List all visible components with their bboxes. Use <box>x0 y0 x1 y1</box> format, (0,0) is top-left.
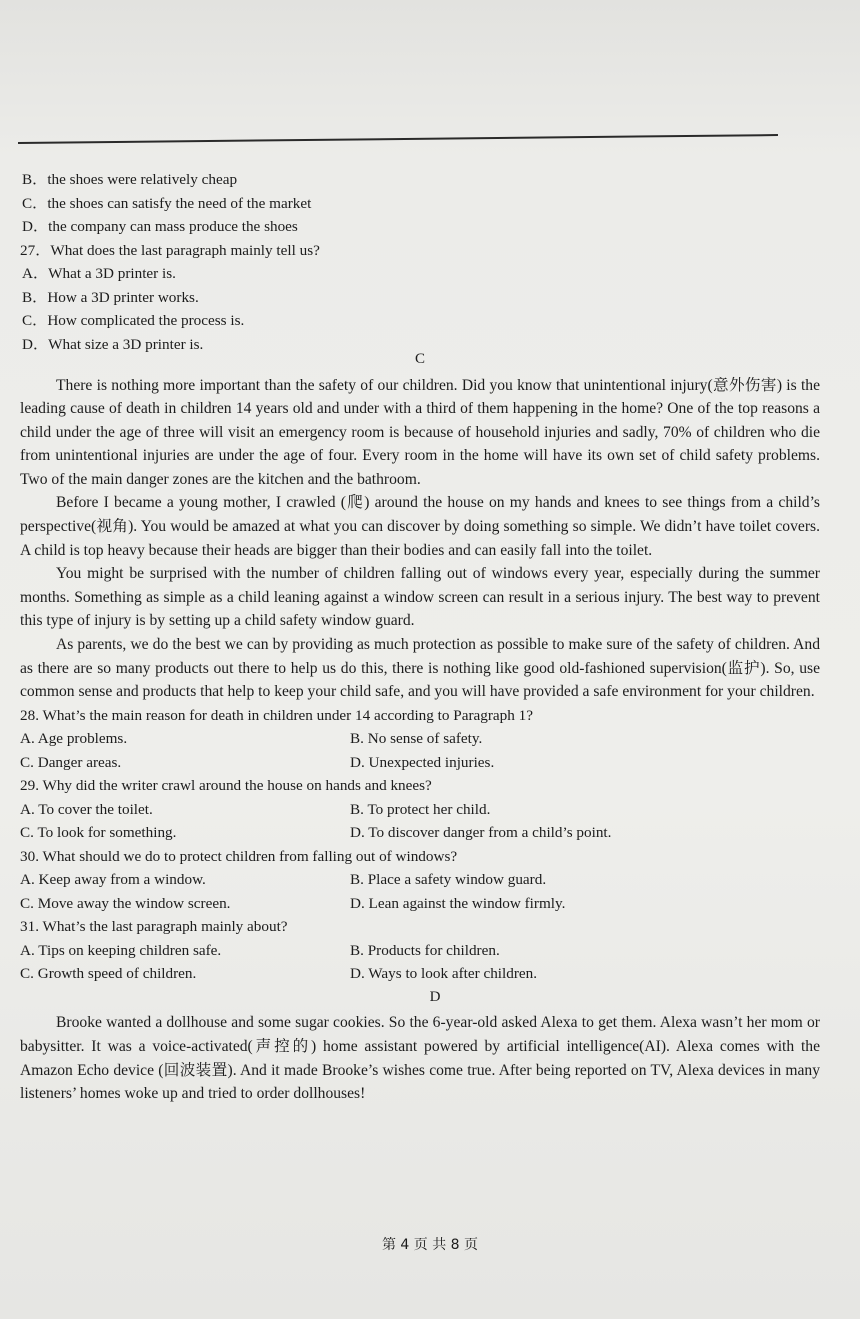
question-31: 31. What’s the last paragraph mainly about? <box>20 918 288 936</box>
question-29: 29. Why did the writer crawl around the house on hands and knees? <box>20 777 432 795</box>
q27-option-a: A．What a 3D printer is. <box>22 265 176 282</box>
question-27: 27．What does the last paragraph mainly tell us? <box>20 241 320 259</box>
q28-option-a: A. Age problems. <box>20 730 128 748</box>
q29-option-c: C. To look for something. <box>20 824 177 842</box>
q29-options <box>20 798 820 845</box>
q31-options <box>20 939 820 986</box>
passage-c-paragraph-2: Before I became a young mother, I crawled (爬) around the house on my hands and knees to see things from a child’s perspective(视角). You would be amazed at what you can discover by doing something so simple. We didn’t have toilet covers. A child is top heavy because their heads are bigger than their bodies and can easily fall into the toilet. <box>20 494 820 559</box>
prev-option-b: B．the shoes were relatively cheap <box>22 171 238 188</box>
section-c-heading: C <box>414 351 425 367</box>
prev-option-d: D．the company can mass produce the shoes <box>22 218 298 235</box>
q30-option-b: B. Place a safety window guard. <box>350 871 547 889</box>
passage-c-paragraph-4: As parents, we do the best we can by providing as much protection as possible to make sure of the safety of children. And as there are so many products out there to help us do this, there is nothing like good old-fashioned supervision(监护). So, use common sense and products that help to keep your child safe, and you will have provided a safe environment for your children. <box>20 636 820 701</box>
q27-option-d: D．What size a 3D printer is. <box>22 335 204 353</box>
q29-option-d: D. To discover danger from a child’s point. <box>350 824 612 842</box>
q30-option-d: D. Lean against the window firmly. <box>350 894 566 912</box>
q30-option-a: A. Keep away from a window. <box>20 871 206 889</box>
q30-options <box>20 868 820 915</box>
q31-option-a: A. Tips on keeping children safe. <box>20 941 222 959</box>
page-number-footer: 第 4 页 共 8 页 <box>381 1237 479 1253</box>
q28-option-d: D. Unexpected injuries. <box>350 753 495 771</box>
q31-option-c: C. Growth speed of children. <box>20 965 197 983</box>
prev-option-c: C．the shoes can satisfy the need of the market <box>22 194 312 212</box>
q29-option-b: B. To protect her child. <box>350 800 491 818</box>
q30-option-c: C. Move away the window screen. <box>20 894 231 912</box>
question-28: 28. What’s the main reason for death in children under 14 according to Paragraph 1? <box>20 706 533 724</box>
header-rule <box>18 134 778 144</box>
q28-option-c: C. Danger areas. <box>20 753 122 771</box>
q27-option-c: C．How complicated the process is. <box>22 312 245 329</box>
q27-option-b: B．How a 3D printer works. <box>22 288 199 306</box>
passage-c-paragraph-3: You might be surprised with the number of children falling out of windows every year, especially during the summer months. Something as simple as a child leaning against a window screen can result in a serious injury. The best way to prevent this type of injury is by setting up a child safety window guard. <box>20 565 820 630</box>
section-d-heading: D <box>429 988 441 1005</box>
question-30: 30. What should we do to protect children from falling out of windows? <box>20 847 458 865</box>
passage-c-paragraph-1: There is nothing more important than the safety of our children. Did you know that unintentional injury(意外伤害) is the leading cause of death in children 14 years old and under with a third of them happening in the home? One of the top reasons a child under the age of three will visit an emergency room is because of household injuries and sadly, 70% of children who die from unintentional injuries are under the age of four. Every room in the home will have its own set of child safety problems. Two of the main danger zones are the kitchen and the bathroom. <box>20 376 820 488</box>
q31-option-d: D. Ways to look after children. <box>350 965 538 983</box>
q28-option-b: B. No sense of safety. <box>350 730 483 748</box>
q29-option-a: A. To cover the toilet. <box>20 800 153 818</box>
q28-options <box>20 727 820 774</box>
passage-d-paragraph-1: Brooke wanted a dollhouse and some sugar cookies. So the 6-year-old asked Alexa to get them. Alexa wasn’t her mom or babysitter. It was a voice-activated(声控的) home assistant powered by artificial intelligence(AI). Alexa comes with the Amazon Echo device (回波装置). And it made Brooke’s wishes come true. After being reported on TV, Alexa devices in many listeners’ homes woke up and tried to order dollhouses! <box>20 1014 820 1103</box>
q31-option-b: B. Products for children. <box>350 941 500 959</box>
page-content <box>20 168 820 1106</box>
